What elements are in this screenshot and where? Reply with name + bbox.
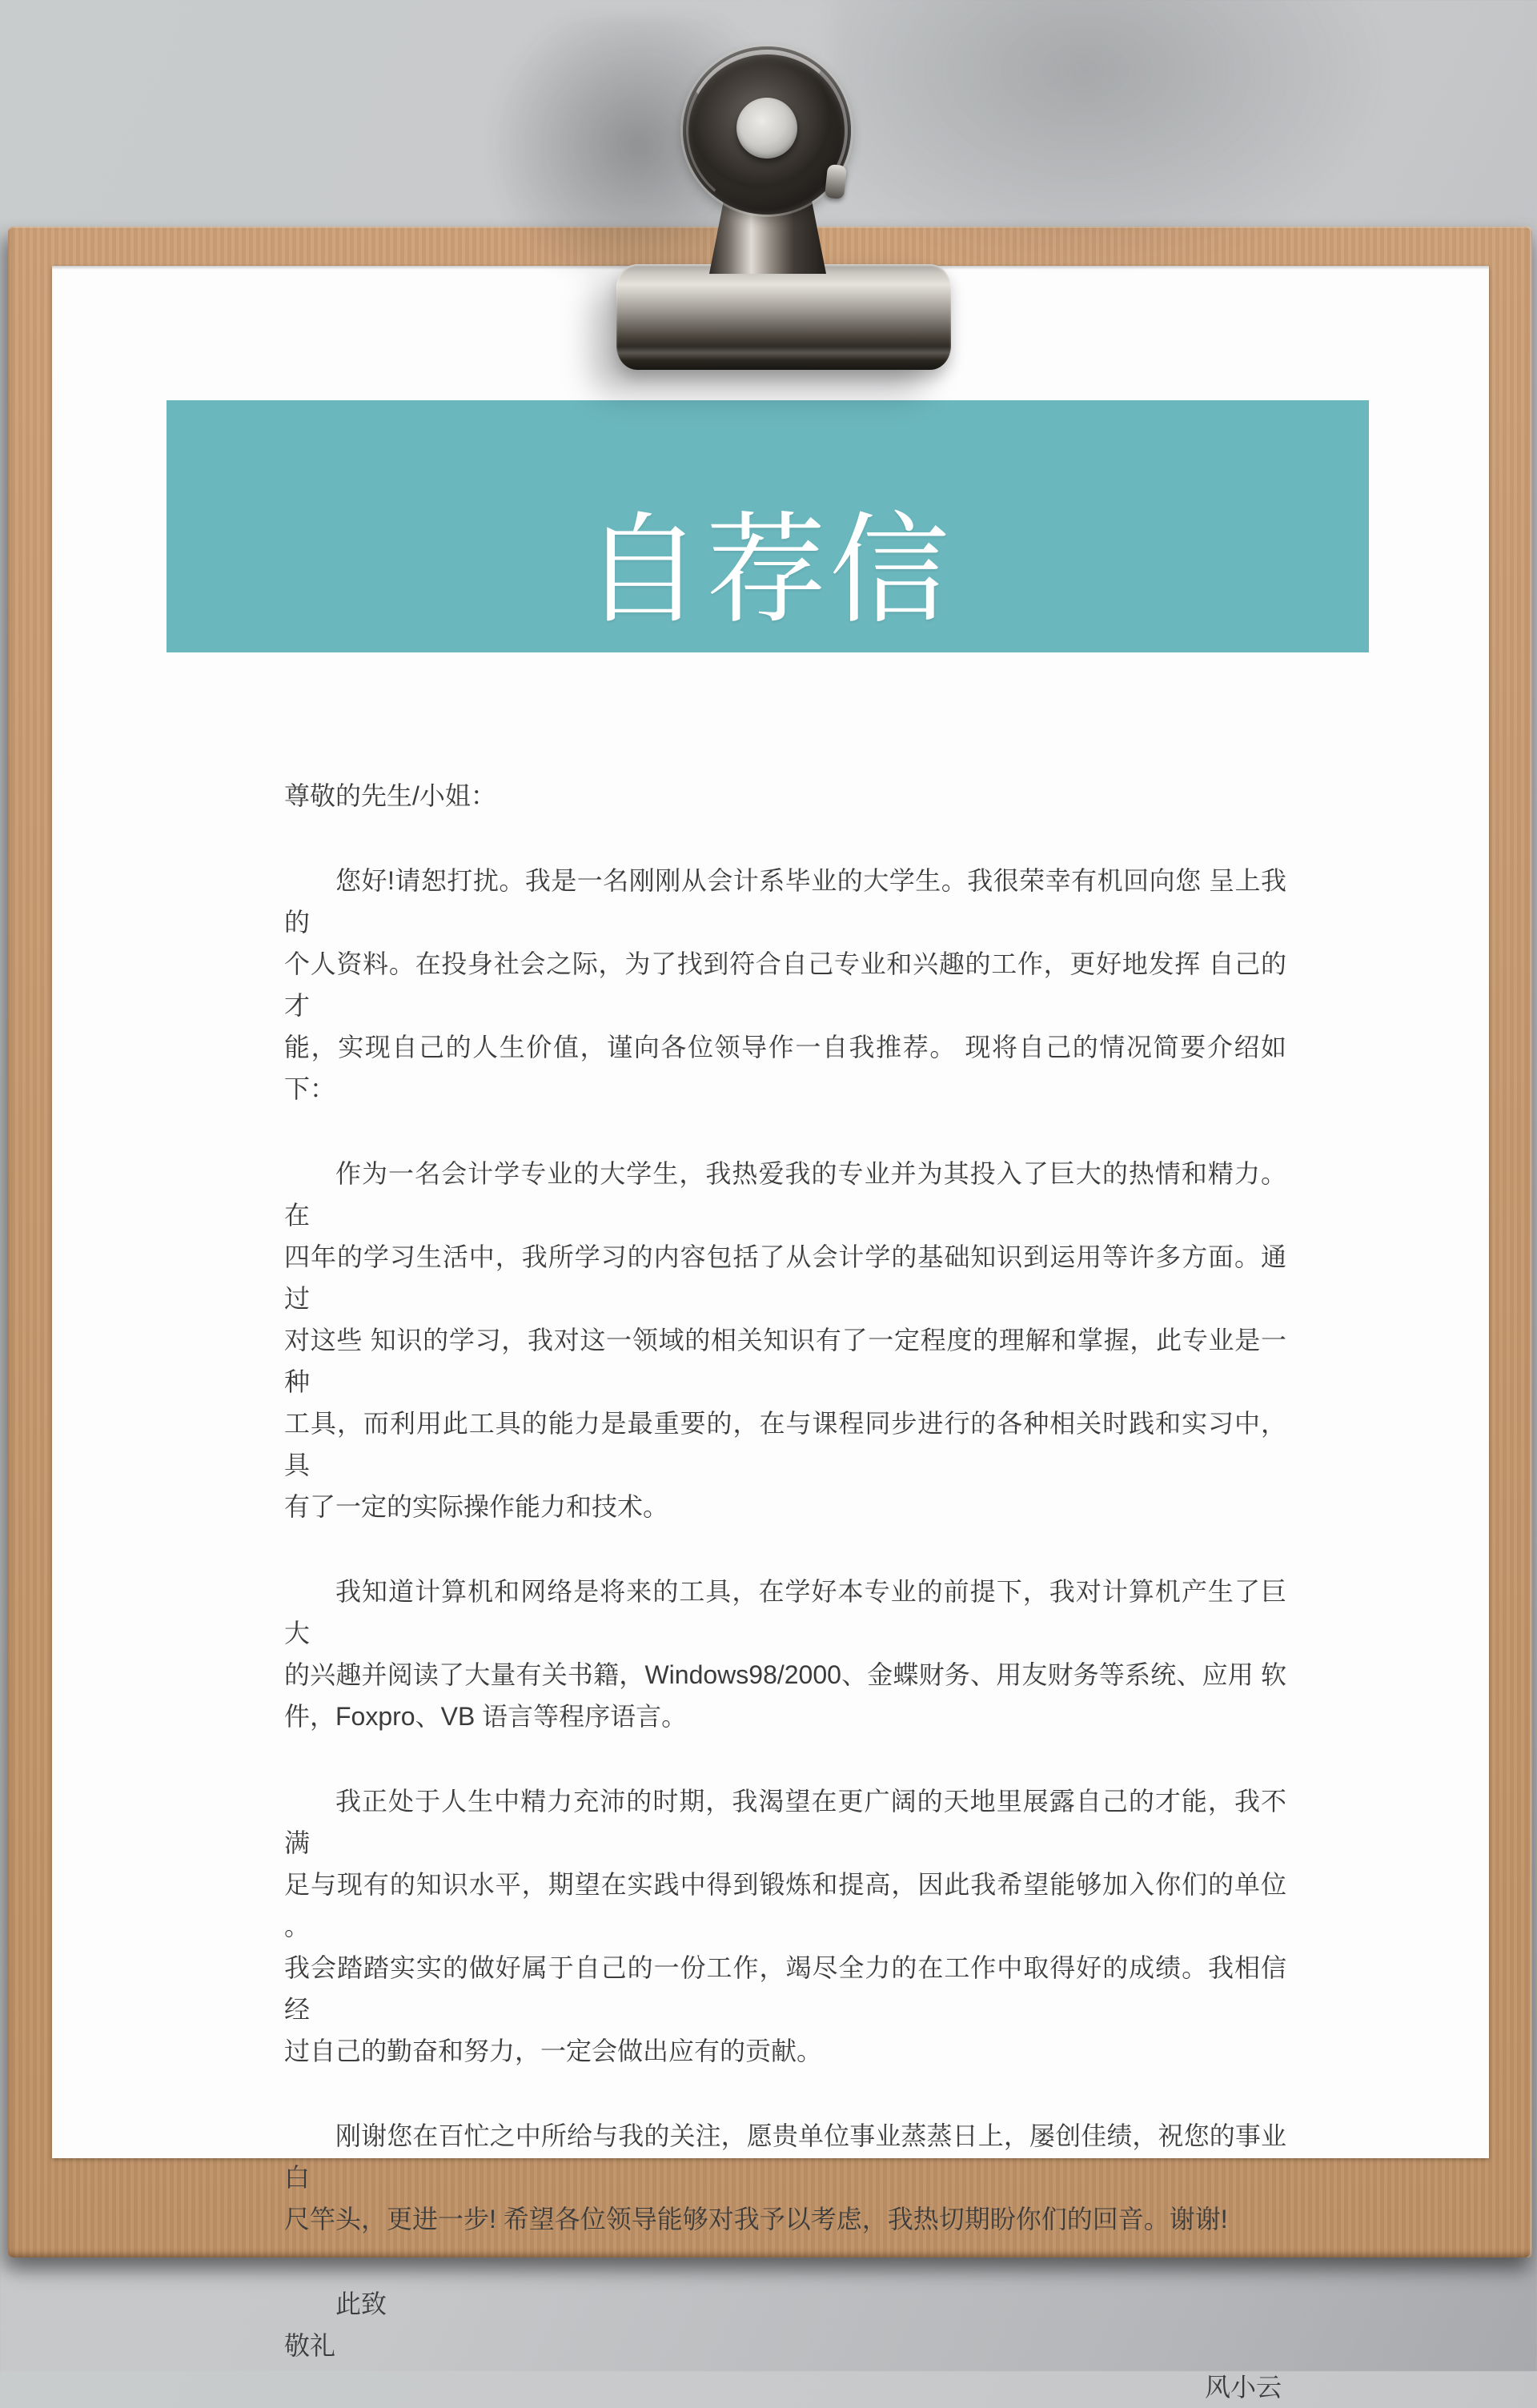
letter-line: 我会踏踏实实的做好属于自己的一份工作，竭尽全力的在工作中取得好的成绩。我相信 经 — [284, 1953, 1286, 2024]
signature-line: 风小云 — [1204, 2373, 1282, 2402]
letter-line: 四年的学习生活中，我所学习的内容包括了从会计学的基础知识到运用等许多方面。通 过 — [284, 1242, 1286, 1313]
paragraph — [284, 1153, 1286, 1527]
letter-body — [284, 775, 1286, 2408]
greeting-line: 尊敬的先生/小姐： — [284, 781, 496, 810]
paragraph-list — [284, 860, 1286, 2240]
paragraph — [284, 860, 1286, 1110]
letter-line: 我正处于人生中精力充沛的时期，我渴望在更广阔的天地里展露自己的才能，我不 满 — [284, 1787, 1286, 1857]
paragraph — [284, 1780, 1286, 2072]
letter-line: 个人资料。在投身社会之际，为了找到符合自己专业和兴趣的工作，更好地发挥 自己的才 — [284, 949, 1286, 1020]
letter-paper — [52, 266, 1489, 2402]
letter-line: 过自己的勤奋和努力，一定会做出应有的贡献。 — [284, 2037, 823, 2065]
letter-line: 件，Foxpro、VB 语言等程序语言。 — [284, 1702, 688, 1731]
paragraph — [284, 2115, 1286, 2240]
closing-respect-line: 此致 — [335, 2290, 387, 2318]
binder-clip-latch — [825, 164, 847, 199]
letter-line: 我知道计算机和网络是将来的工具，在学好本专业的前提下，我对计算机产生了巨 大 — [284, 1577, 1286, 1647]
letter-line: 能，实现自己的人生价值，谨向各位领导作一自我推荐。 现将自己的情况简要介绍如下： — [284, 1033, 1286, 1103]
letter-line: 的兴趣并阅读了大量有关书籍，Windows98/2000、金蝶财务、用友财务等系统、应用 软 — [284, 1660, 1286, 1689]
letter-line: 您好!请恕打扰。我是一名刚刚从会计系毕业的大学生。我很荣幸有机回向您 呈上我的 — [284, 866, 1286, 937]
page-title: 自荐信 — [582, 503, 953, 637]
letter-line: 尺竿头，更进一步! 希望各位领导能够对我予以考虑，我热切期盼你们的回音。谢谢! — [284, 2205, 1228, 2233]
binder-clip-base — [616, 264, 951, 370]
title-banner — [167, 400, 1369, 652]
letter-line: 有了一定的实际操作能力和技术。 — [284, 1492, 669, 1521]
letter-line: 作为一名会计学专业的大学生，我热爱我的专业并为其投入了巨大的热情和精力。 在 — [284, 1159, 1286, 1230]
binder-clip-hole — [736, 98, 797, 159]
letter-line: 对这些 知识的学习，我对这一领域的相关知识有了一定程度的理解和掌握，此专业是一 种 — [284, 1326, 1286, 1396]
clipboard-board — [8, 227, 1532, 2402]
letter-line: 刚谢您在百忙之中所给与我的关注，愿贵单位事业蒸蒸日上，屡创佳绩，祝您的事业 白 — [284, 2121, 1286, 2192]
closing-salute-line: 敬礼 — [284, 2331, 336, 2360]
letter-line: 足与现有的知识水平，期望在实践中得到锻炼和提高，因此我希望能够加入你们的单位 。 — [284, 1870, 1286, 1940]
paragraph — [284, 1571, 1286, 1737]
letter-line: 工具，而利用此工具的能力是最重要的，在与课程同步进行的各种相关时践和实习中， 具 — [284, 1409, 1286, 1479]
